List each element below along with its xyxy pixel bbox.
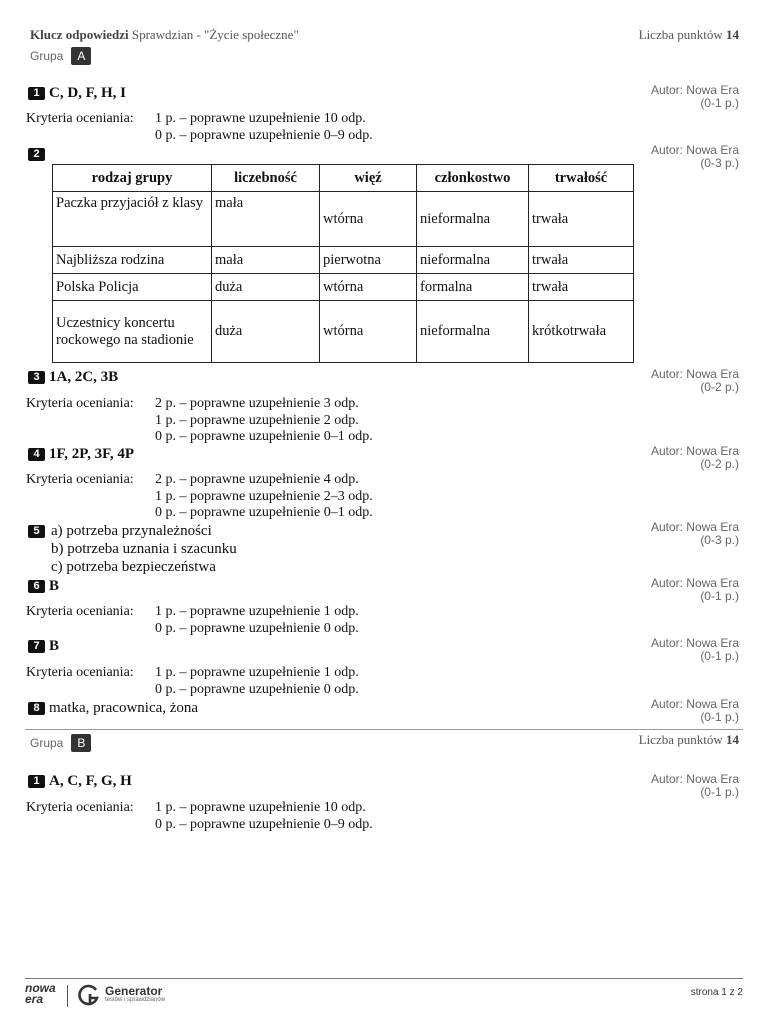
generator-logo-subtitle: testów i sprawdzianów xyxy=(105,997,166,1003)
question-8 xyxy=(28,700,198,717)
criteria: Kryteria oceniania: 1 p. – poprawne uzupełnienie 10 odp. 0 p. – poprawne uzupełnienie 0–9 odp. xyxy=(26,111,373,143)
question-number: 1 xyxy=(28,87,45,100)
author-info: Autor: Nowa Era (0-1 p.) xyxy=(650,83,739,110)
column-header: liczebność xyxy=(212,165,320,192)
criteria: Kryteria oceniania: 1 p. – poprawne uzupełnienie 1 odp. 0 p. – poprawne uzupełnienie 0 odp. xyxy=(26,604,359,636)
author-info: Autor: Nowa Era (0-1 p.) xyxy=(650,576,739,603)
table-cell: Najbliższa rodzina xyxy=(53,247,212,274)
column-header: członkostwo xyxy=(417,165,529,192)
answer: 1A, 2C, 3B xyxy=(49,369,119,385)
table-cell: pierwotna xyxy=(320,247,417,274)
author-info: Autor: Nowa Era (0-3 p.) xyxy=(650,520,739,547)
question-7 xyxy=(28,638,59,655)
table-cell: trwała xyxy=(529,192,634,247)
column-header: więź xyxy=(320,165,417,192)
generator-g-icon xyxy=(77,983,101,1007)
answer: matka, pracownica, żona xyxy=(49,700,199,716)
author-info: Autor: Nowa Era (0-2 p.) xyxy=(650,367,739,394)
question-6 xyxy=(28,578,59,595)
group-b-label: Grupa B xyxy=(30,734,91,752)
table-cell: mała xyxy=(212,192,320,247)
question-number: 5 xyxy=(28,525,45,538)
criteria: Kryteria oceniania: 1 p. – poprawne uzupełnienie 10 odp. 0 p. – poprawne uzupełnienie 0–9 odp. xyxy=(26,800,373,832)
group-b-badge: B xyxy=(71,734,91,752)
table-cell: krótkotrwała xyxy=(529,301,634,363)
question-2 xyxy=(28,146,49,163)
table-cell: Polska Policja xyxy=(53,274,212,301)
list-item: b) potrzeba uznania i szacunku xyxy=(51,541,237,557)
table-cell: wtórna xyxy=(320,274,417,301)
question-5 xyxy=(28,523,49,540)
answer: C, D, F, H, I xyxy=(49,85,126,101)
nowa-era-logo: nowa era xyxy=(25,981,56,1006)
group-divider xyxy=(25,729,743,730)
table-cell: nieformalna xyxy=(417,301,529,363)
criteria: Kryteria oceniania: 2 p. – poprawne uzupełnienie 3 odp. 1 p. – poprawne uzupełnienie 2 odp. 0 p. – poprawne uzupełnienie 0–1 odp. xyxy=(26,396,373,444)
author-info: Autor: Nowa Era (0-3 p.) xyxy=(650,143,739,170)
question-number: 1 xyxy=(28,775,45,788)
author-info: Autor: Nowa Era (0-1 p.) xyxy=(650,636,739,663)
table-cell: trwała xyxy=(529,247,634,274)
total-points: Liczba punktów 14 xyxy=(638,732,739,747)
answer-list xyxy=(51,522,237,576)
column-header: trwałość xyxy=(529,165,634,192)
table-row xyxy=(53,247,634,274)
question-3 xyxy=(28,369,118,386)
table-cell: nieformalna xyxy=(417,192,529,247)
table-cell: wtórna xyxy=(320,192,417,247)
question-number: 8 xyxy=(28,702,45,715)
generator-logo-text: Generator xyxy=(105,984,163,998)
table-cell: Paczka przyjaciół z klasy xyxy=(53,192,212,247)
table-row xyxy=(53,192,634,247)
criteria: Kryteria oceniania: 2 p. – poprawne uzupełnienie 4 odp. 1 p. – poprawne uzupełnienie 2–3 odp. 0 p. – poprawne uzupełnienie 0–1 odp. xyxy=(26,472,373,520)
question-number: 6 xyxy=(28,580,45,593)
table-cell: mała xyxy=(212,247,320,274)
page-number: strona 1 z 2 xyxy=(690,987,743,998)
list-item: c) potrzeba bezpieczeństwa xyxy=(51,559,216,575)
question-1 xyxy=(28,85,126,102)
table-cell: duża xyxy=(212,301,320,363)
answer: B xyxy=(49,638,60,654)
author-info: Autor: Nowa Era (0-1 p.) xyxy=(650,697,739,724)
table-cell: duża xyxy=(212,274,320,301)
table-cell: trwała xyxy=(529,274,634,301)
answer: 1F, 2P, 3F, 4P xyxy=(49,446,135,462)
table-cell: nieformalna xyxy=(417,247,529,274)
list-item: a) potrzeba przynależności xyxy=(51,523,212,539)
question-b1 xyxy=(28,773,132,790)
logo-divider xyxy=(67,985,68,1007)
question-number: 4 xyxy=(28,448,45,461)
question-number: 7 xyxy=(28,640,45,653)
page-header xyxy=(30,27,739,43)
table-row xyxy=(53,301,634,363)
question-4 xyxy=(28,446,134,463)
group-a-label: Grupa A xyxy=(30,47,91,65)
author-info: Autor: Nowa Era (0-1 p.) xyxy=(650,772,739,799)
groups-table xyxy=(52,164,634,363)
page-footer xyxy=(25,978,743,1019)
author-info: Autor: Nowa Era (0-2 p.) xyxy=(650,444,739,471)
group-a-badge: A xyxy=(71,47,91,65)
question-number: 3 xyxy=(28,371,45,384)
table-row xyxy=(53,274,634,301)
doc-title: Klucz odpowiedzi Sprawdzian - "Życie społeczne" xyxy=(30,27,299,42)
total-points: Liczba punktów 14 xyxy=(638,27,739,42)
table-cell: Uczestnicy koncertu rockowego na stadionie xyxy=(53,301,212,363)
table-cell: wtórna xyxy=(320,301,417,363)
table-cell: formalna xyxy=(417,274,529,301)
answer: B xyxy=(49,578,60,594)
question-number: 2 xyxy=(28,148,45,161)
criteria: Kryteria oceniania: 1 p. – poprawne uzupełnienie 1 odp. 0 p. – poprawne uzupełnienie 0 odp. xyxy=(26,665,359,697)
column-header: rodzaj grupy xyxy=(53,165,212,192)
answer: A, C, F, G, H xyxy=(49,773,132,789)
